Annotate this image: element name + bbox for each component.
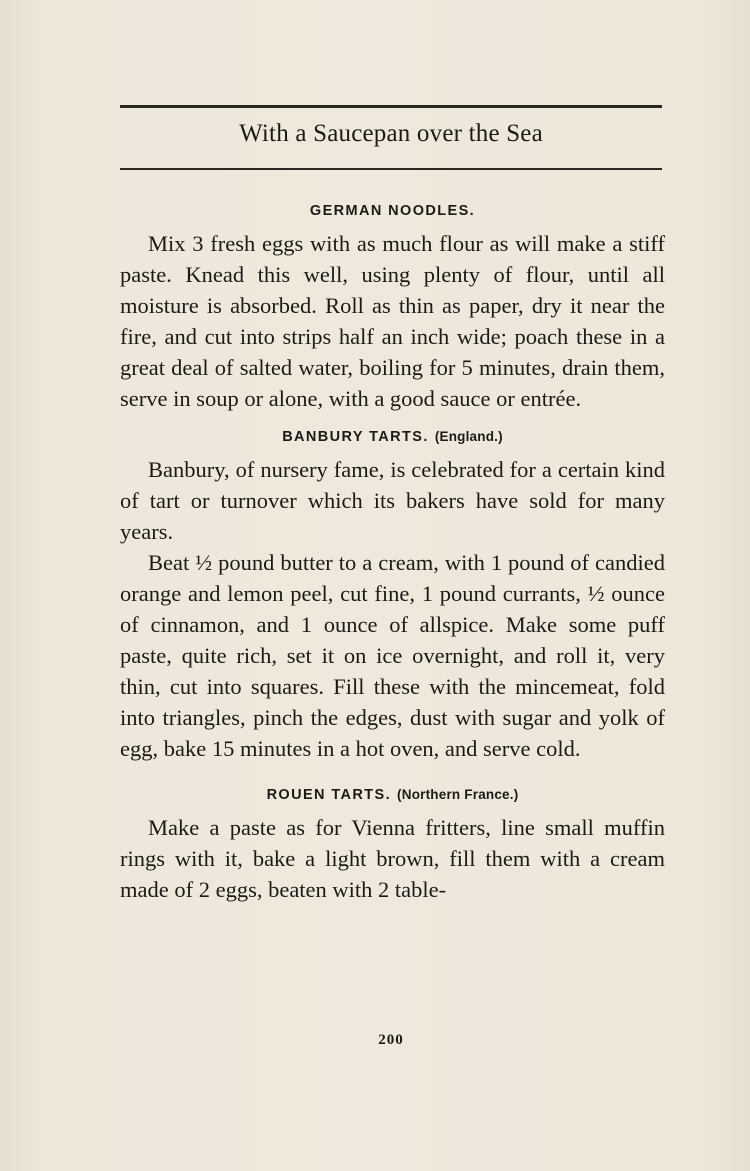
section-heading-rouen-tarts <box>120 780 665 810</box>
section-subtitle: (England.) <box>434 429 503 444</box>
page-content <box>120 196 665 905</box>
header-rule-bottom <box>120 168 662 170</box>
section-heading-german-noodles <box>120 196 665 226</box>
running-head: With a Saucepan over the Sea <box>239 120 543 147</box>
paragraph: Make a paste as for Vienna fritters, line small muffin rings with it, bake a light brown, fill them with a cream made of 2 eggs, beaten with 2 table- <box>120 815 665 902</box>
paragraph: Mix 3 fresh eggs with as much flour as will make a stiff paste. Knead this well, using plenty of flour, until all moisture is absorbed. Roll as thin as paper, dry it near the fire, and cut into strips half an inch wide; poach these in a great deal of salted water, boiling for 5 minutes, drain them, serve in soup or alone, with a good sauce or entrée. <box>120 231 665 411</box>
section-title: BANBURY TARTS. <box>282 429 429 445</box>
header-rule-top <box>120 105 662 108</box>
page-number: 200 <box>378 1032 404 1048</box>
paragraph: Beat ½ pound butter to a cream, with 1 pound of candied orange and lemon peel, cut fine, 1 pound currants, ½ ounce of cinnamon, and 1 ounce of allspice. Make some puff paste, quite rich, set it on ice overnight, and roll it, very thin, cut into squares. Fill these with the mincemeat, fold into triangles, pinch the edges, dust with sugar and yolk of egg, bake 15 minutes in a hot oven, and serve cold. <box>120 550 665 761</box>
section-subtitle: (Northern France.) <box>397 787 519 802</box>
section-title: ROUEN TARTS. <box>266 787 392 803</box>
paragraph: Banbury, of nursery fame, is celebrated for a certain kind of tart or turnover which its bakers have sold for many years. <box>120 457 665 544</box>
section-title: GERMAN NOODLES. <box>309 203 476 219</box>
section-heading-banbury-tarts <box>120 422 665 452</box>
